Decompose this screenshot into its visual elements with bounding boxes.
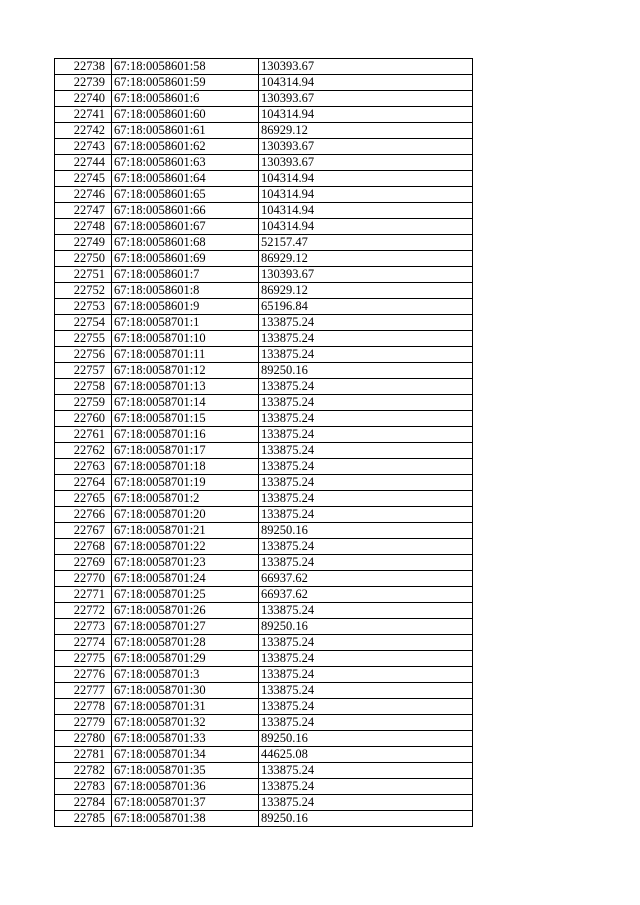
row-number-cell: 22762 bbox=[55, 443, 112, 459]
table-row bbox=[55, 507, 473, 523]
table-row bbox=[55, 75, 473, 91]
amount-cell: 104314.94 bbox=[259, 219, 473, 235]
cadastral-number-cell: 67:18:0058701:15 bbox=[112, 411, 259, 427]
cadastral-number-cell: 67:18:0058701:21 bbox=[112, 523, 259, 539]
row-number-cell: 22748 bbox=[55, 219, 112, 235]
row-number-cell: 22753 bbox=[55, 299, 112, 315]
amount-cell: 89250.16 bbox=[259, 731, 473, 747]
row-number-cell: 22757 bbox=[55, 363, 112, 379]
cadastral-number-cell: 67:18:0058601:63 bbox=[112, 155, 259, 171]
row-number-cell: 22738 bbox=[55, 59, 112, 75]
row-number-cell: 22777 bbox=[55, 683, 112, 699]
table-row bbox=[55, 747, 473, 763]
table-row bbox=[55, 267, 473, 283]
amount-cell: 104314.94 bbox=[259, 171, 473, 187]
table-row bbox=[55, 555, 473, 571]
cadastral-number-cell: 67:18:0058701:10 bbox=[112, 331, 259, 347]
amount-cell: 133875.24 bbox=[259, 331, 473, 347]
amount-cell: 65196.84 bbox=[259, 299, 473, 315]
cadastral-number-cell: 67:18:0058701:2 bbox=[112, 491, 259, 507]
amount-cell: 133875.24 bbox=[259, 795, 473, 811]
table-row bbox=[55, 251, 473, 267]
table-row bbox=[55, 699, 473, 715]
amount-cell: 66937.62 bbox=[259, 571, 473, 587]
amount-cell: 130393.67 bbox=[259, 91, 473, 107]
amount-cell: 133875.24 bbox=[259, 779, 473, 795]
row-number-cell: 22782 bbox=[55, 763, 112, 779]
cadastral-number-cell: 67:18:0058701:25 bbox=[112, 587, 259, 603]
cadastral-number-cell: 67:18:0058601:68 bbox=[112, 235, 259, 251]
row-number-cell: 22756 bbox=[55, 347, 112, 363]
row-number-cell: 22779 bbox=[55, 715, 112, 731]
row-number-cell: 22768 bbox=[55, 539, 112, 555]
amount-cell: 133875.24 bbox=[259, 699, 473, 715]
cadastral-number-cell: 67:18:0058601:8 bbox=[112, 283, 259, 299]
table-row bbox=[55, 651, 473, 667]
table-row bbox=[55, 123, 473, 139]
table-row bbox=[55, 811, 473, 827]
table-row bbox=[55, 635, 473, 651]
cadastral-number-cell: 67:18:0058701:31 bbox=[112, 699, 259, 715]
cadastral-number-cell: 67:18:0058601:61 bbox=[112, 123, 259, 139]
table-row bbox=[55, 187, 473, 203]
cadastral-number-cell: 67:18:0058601:58 bbox=[112, 59, 259, 75]
row-number-cell: 22759 bbox=[55, 395, 112, 411]
table-row bbox=[55, 395, 473, 411]
cadastral-number-cell: 67:18:0058601:69 bbox=[112, 251, 259, 267]
cadastral-number-cell: 67:18:0058701:18 bbox=[112, 459, 259, 475]
amount-cell: 133875.24 bbox=[259, 683, 473, 699]
cadastral-number-cell: 67:18:0058701:1 bbox=[112, 315, 259, 331]
amount-cell: 44625.08 bbox=[259, 747, 473, 763]
cadastral-number-cell: 67:18:0058701:24 bbox=[112, 571, 259, 587]
row-number-cell: 22780 bbox=[55, 731, 112, 747]
row-number-cell: 22754 bbox=[55, 315, 112, 331]
amount-cell: 130393.67 bbox=[259, 59, 473, 75]
row-number-cell: 22767 bbox=[55, 523, 112, 539]
row-number-cell: 22773 bbox=[55, 619, 112, 635]
amount-cell: 89250.16 bbox=[259, 523, 473, 539]
row-number-cell: 22764 bbox=[55, 475, 112, 491]
table-row bbox=[55, 235, 473, 251]
cadastral-number-cell: 67:18:0058601:6 bbox=[112, 91, 259, 107]
amount-cell: 89250.16 bbox=[259, 811, 473, 827]
row-number-cell: 22766 bbox=[55, 507, 112, 523]
row-number-cell: 22778 bbox=[55, 699, 112, 715]
amount-cell: 133875.24 bbox=[259, 651, 473, 667]
row-number-cell: 22760 bbox=[55, 411, 112, 427]
table-body bbox=[55, 59, 473, 827]
row-number-cell: 22772 bbox=[55, 603, 112, 619]
data-table bbox=[54, 58, 473, 827]
row-number-cell: 22740 bbox=[55, 91, 112, 107]
table-row bbox=[55, 379, 473, 395]
table-row bbox=[55, 171, 473, 187]
cadastral-number-cell: 67:18:0058701:17 bbox=[112, 443, 259, 459]
row-number-cell: 22745 bbox=[55, 171, 112, 187]
amount-cell: 89250.16 bbox=[259, 363, 473, 379]
amount-cell: 133875.24 bbox=[259, 491, 473, 507]
table-row bbox=[55, 299, 473, 315]
row-number-cell: 22743 bbox=[55, 139, 112, 155]
cadastral-number-cell: 67:18:0058701:19 bbox=[112, 475, 259, 491]
row-number-cell: 22771 bbox=[55, 587, 112, 603]
amount-cell: 133875.24 bbox=[259, 411, 473, 427]
cadastral-number-cell: 67:18:0058701:30 bbox=[112, 683, 259, 699]
row-number-cell: 22742 bbox=[55, 123, 112, 139]
table-row bbox=[55, 667, 473, 683]
amount-cell: 133875.24 bbox=[259, 347, 473, 363]
table-row bbox=[55, 427, 473, 443]
table-row bbox=[55, 475, 473, 491]
row-number-cell: 22763 bbox=[55, 459, 112, 475]
table-row bbox=[55, 443, 473, 459]
row-number-cell: 22741 bbox=[55, 107, 112, 123]
row-number-cell: 22784 bbox=[55, 795, 112, 811]
row-number-cell: 22752 bbox=[55, 283, 112, 299]
row-number-cell: 22739 bbox=[55, 75, 112, 91]
table-row bbox=[55, 459, 473, 475]
amount-cell: 86929.12 bbox=[259, 283, 473, 299]
cadastral-number-cell: 67:18:0058601:7 bbox=[112, 267, 259, 283]
amount-cell: 104314.94 bbox=[259, 187, 473, 203]
table-row bbox=[55, 683, 473, 699]
amount-cell: 130393.67 bbox=[259, 155, 473, 171]
table-row bbox=[55, 571, 473, 587]
amount-cell: 133875.24 bbox=[259, 763, 473, 779]
amount-cell: 133875.24 bbox=[259, 555, 473, 571]
cadastral-number-cell: 67:18:0058701:20 bbox=[112, 507, 259, 523]
cadastral-number-cell: 67:18:0058701:16 bbox=[112, 427, 259, 443]
cadastral-number-cell: 67:18:0058701:35 bbox=[112, 763, 259, 779]
row-number-cell: 22785 bbox=[55, 811, 112, 827]
table-row bbox=[55, 715, 473, 731]
table-row bbox=[55, 283, 473, 299]
cadastral-number-cell: 67:18:0058701:32 bbox=[112, 715, 259, 731]
cadastral-number-cell: 67:18:0058601:59 bbox=[112, 75, 259, 91]
amount-cell: 133875.24 bbox=[259, 427, 473, 443]
table-row bbox=[55, 731, 473, 747]
cadastral-number-cell: 67:18:0058701:28 bbox=[112, 635, 259, 651]
row-number-cell: 22774 bbox=[55, 635, 112, 651]
row-number-cell: 22747 bbox=[55, 203, 112, 219]
row-number-cell: 22749 bbox=[55, 235, 112, 251]
cadastral-number-cell: 67:18:0058701:26 bbox=[112, 603, 259, 619]
table-row bbox=[55, 523, 473, 539]
row-number-cell: 22770 bbox=[55, 571, 112, 587]
row-number-cell: 22761 bbox=[55, 427, 112, 443]
cadastral-number-cell: 67:18:0058701:23 bbox=[112, 555, 259, 571]
row-number-cell: 22755 bbox=[55, 331, 112, 347]
cadastral-number-cell: 67:18:0058601:65 bbox=[112, 187, 259, 203]
cadastral-number-cell: 67:18:0058701:13 bbox=[112, 379, 259, 395]
cadastral-number-cell: 67:18:0058701:36 bbox=[112, 779, 259, 795]
cadastral-number-cell: 67:18:0058701:38 bbox=[112, 811, 259, 827]
amount-cell: 89250.16 bbox=[259, 619, 473, 635]
cadastral-number-cell: 67:18:0058701:11 bbox=[112, 347, 259, 363]
amount-cell: 133875.24 bbox=[259, 635, 473, 651]
table-row bbox=[55, 107, 473, 123]
cadastral-number-cell: 67:18:0058601:67 bbox=[112, 219, 259, 235]
row-number-cell: 22758 bbox=[55, 379, 112, 395]
amount-cell: 133875.24 bbox=[259, 539, 473, 555]
row-number-cell: 22776 bbox=[55, 667, 112, 683]
amount-cell: 133875.24 bbox=[259, 459, 473, 475]
cadastral-number-cell: 67:18:0058701:14 bbox=[112, 395, 259, 411]
table-row bbox=[55, 219, 473, 235]
table-row bbox=[55, 347, 473, 363]
table-row bbox=[55, 763, 473, 779]
cadastral-number-cell: 67:18:0058701:22 bbox=[112, 539, 259, 555]
table-row bbox=[55, 155, 473, 171]
amount-cell: 104314.94 bbox=[259, 107, 473, 123]
row-number-cell: 22744 bbox=[55, 155, 112, 171]
amount-cell: 130393.67 bbox=[259, 267, 473, 283]
cadastral-number-cell: 67:18:0058601:60 bbox=[112, 107, 259, 123]
row-number-cell: 22783 bbox=[55, 779, 112, 795]
table-row bbox=[55, 203, 473, 219]
table-row bbox=[55, 795, 473, 811]
amount-cell: 104314.94 bbox=[259, 203, 473, 219]
amount-cell: 66937.62 bbox=[259, 587, 473, 603]
amount-cell: 133875.24 bbox=[259, 315, 473, 331]
cadastral-number-cell: 67:18:0058701:27 bbox=[112, 619, 259, 635]
amount-cell: 86929.12 bbox=[259, 251, 473, 267]
table-row bbox=[55, 779, 473, 795]
row-number-cell: 22750 bbox=[55, 251, 112, 267]
amount-cell: 86929.12 bbox=[259, 123, 473, 139]
amount-cell: 133875.24 bbox=[259, 715, 473, 731]
row-number-cell: 22769 bbox=[55, 555, 112, 571]
cadastral-number-cell: 67:18:0058601:9 bbox=[112, 299, 259, 315]
row-number-cell: 22746 bbox=[55, 187, 112, 203]
cadastral-number-cell: 67:18:0058701:29 bbox=[112, 651, 259, 667]
table-row bbox=[55, 331, 473, 347]
amount-cell: 133875.24 bbox=[259, 395, 473, 411]
cadastral-number-cell: 67:18:0058601:66 bbox=[112, 203, 259, 219]
table-row bbox=[55, 539, 473, 555]
cadastral-number-cell: 67:18:0058701:34 bbox=[112, 747, 259, 763]
table-row bbox=[55, 363, 473, 379]
row-number-cell: 22751 bbox=[55, 267, 112, 283]
amount-cell: 104314.94 bbox=[259, 75, 473, 91]
cadastral-number-cell: 67:18:0058701:3 bbox=[112, 667, 259, 683]
table-row bbox=[55, 91, 473, 107]
table-row bbox=[55, 619, 473, 635]
amount-cell: 133875.24 bbox=[259, 667, 473, 683]
table-row bbox=[55, 491, 473, 507]
cadastral-number-cell: 67:18:0058701:12 bbox=[112, 363, 259, 379]
amount-cell: 133875.24 bbox=[259, 603, 473, 619]
row-number-cell: 22765 bbox=[55, 491, 112, 507]
cadastral-number-cell: 67:18:0058701:37 bbox=[112, 795, 259, 811]
row-number-cell: 22775 bbox=[55, 651, 112, 667]
table-row bbox=[55, 411, 473, 427]
amount-cell: 52157.47 bbox=[259, 235, 473, 251]
amount-cell: 133875.24 bbox=[259, 507, 473, 523]
table-row bbox=[55, 315, 473, 331]
cadastral-number-cell: 67:18:0058601:64 bbox=[112, 171, 259, 187]
amount-cell: 133875.24 bbox=[259, 475, 473, 491]
table-row bbox=[55, 603, 473, 619]
table-row bbox=[55, 59, 473, 75]
row-number-cell: 22781 bbox=[55, 747, 112, 763]
table-row bbox=[55, 587, 473, 603]
table-row bbox=[55, 139, 473, 155]
amount-cell: 133875.24 bbox=[259, 443, 473, 459]
cadastral-number-cell: 67:18:0058601:62 bbox=[112, 139, 259, 155]
cadastral-number-cell: 67:18:0058701:33 bbox=[112, 731, 259, 747]
amount-cell: 130393.67 bbox=[259, 139, 473, 155]
amount-cell: 133875.24 bbox=[259, 379, 473, 395]
